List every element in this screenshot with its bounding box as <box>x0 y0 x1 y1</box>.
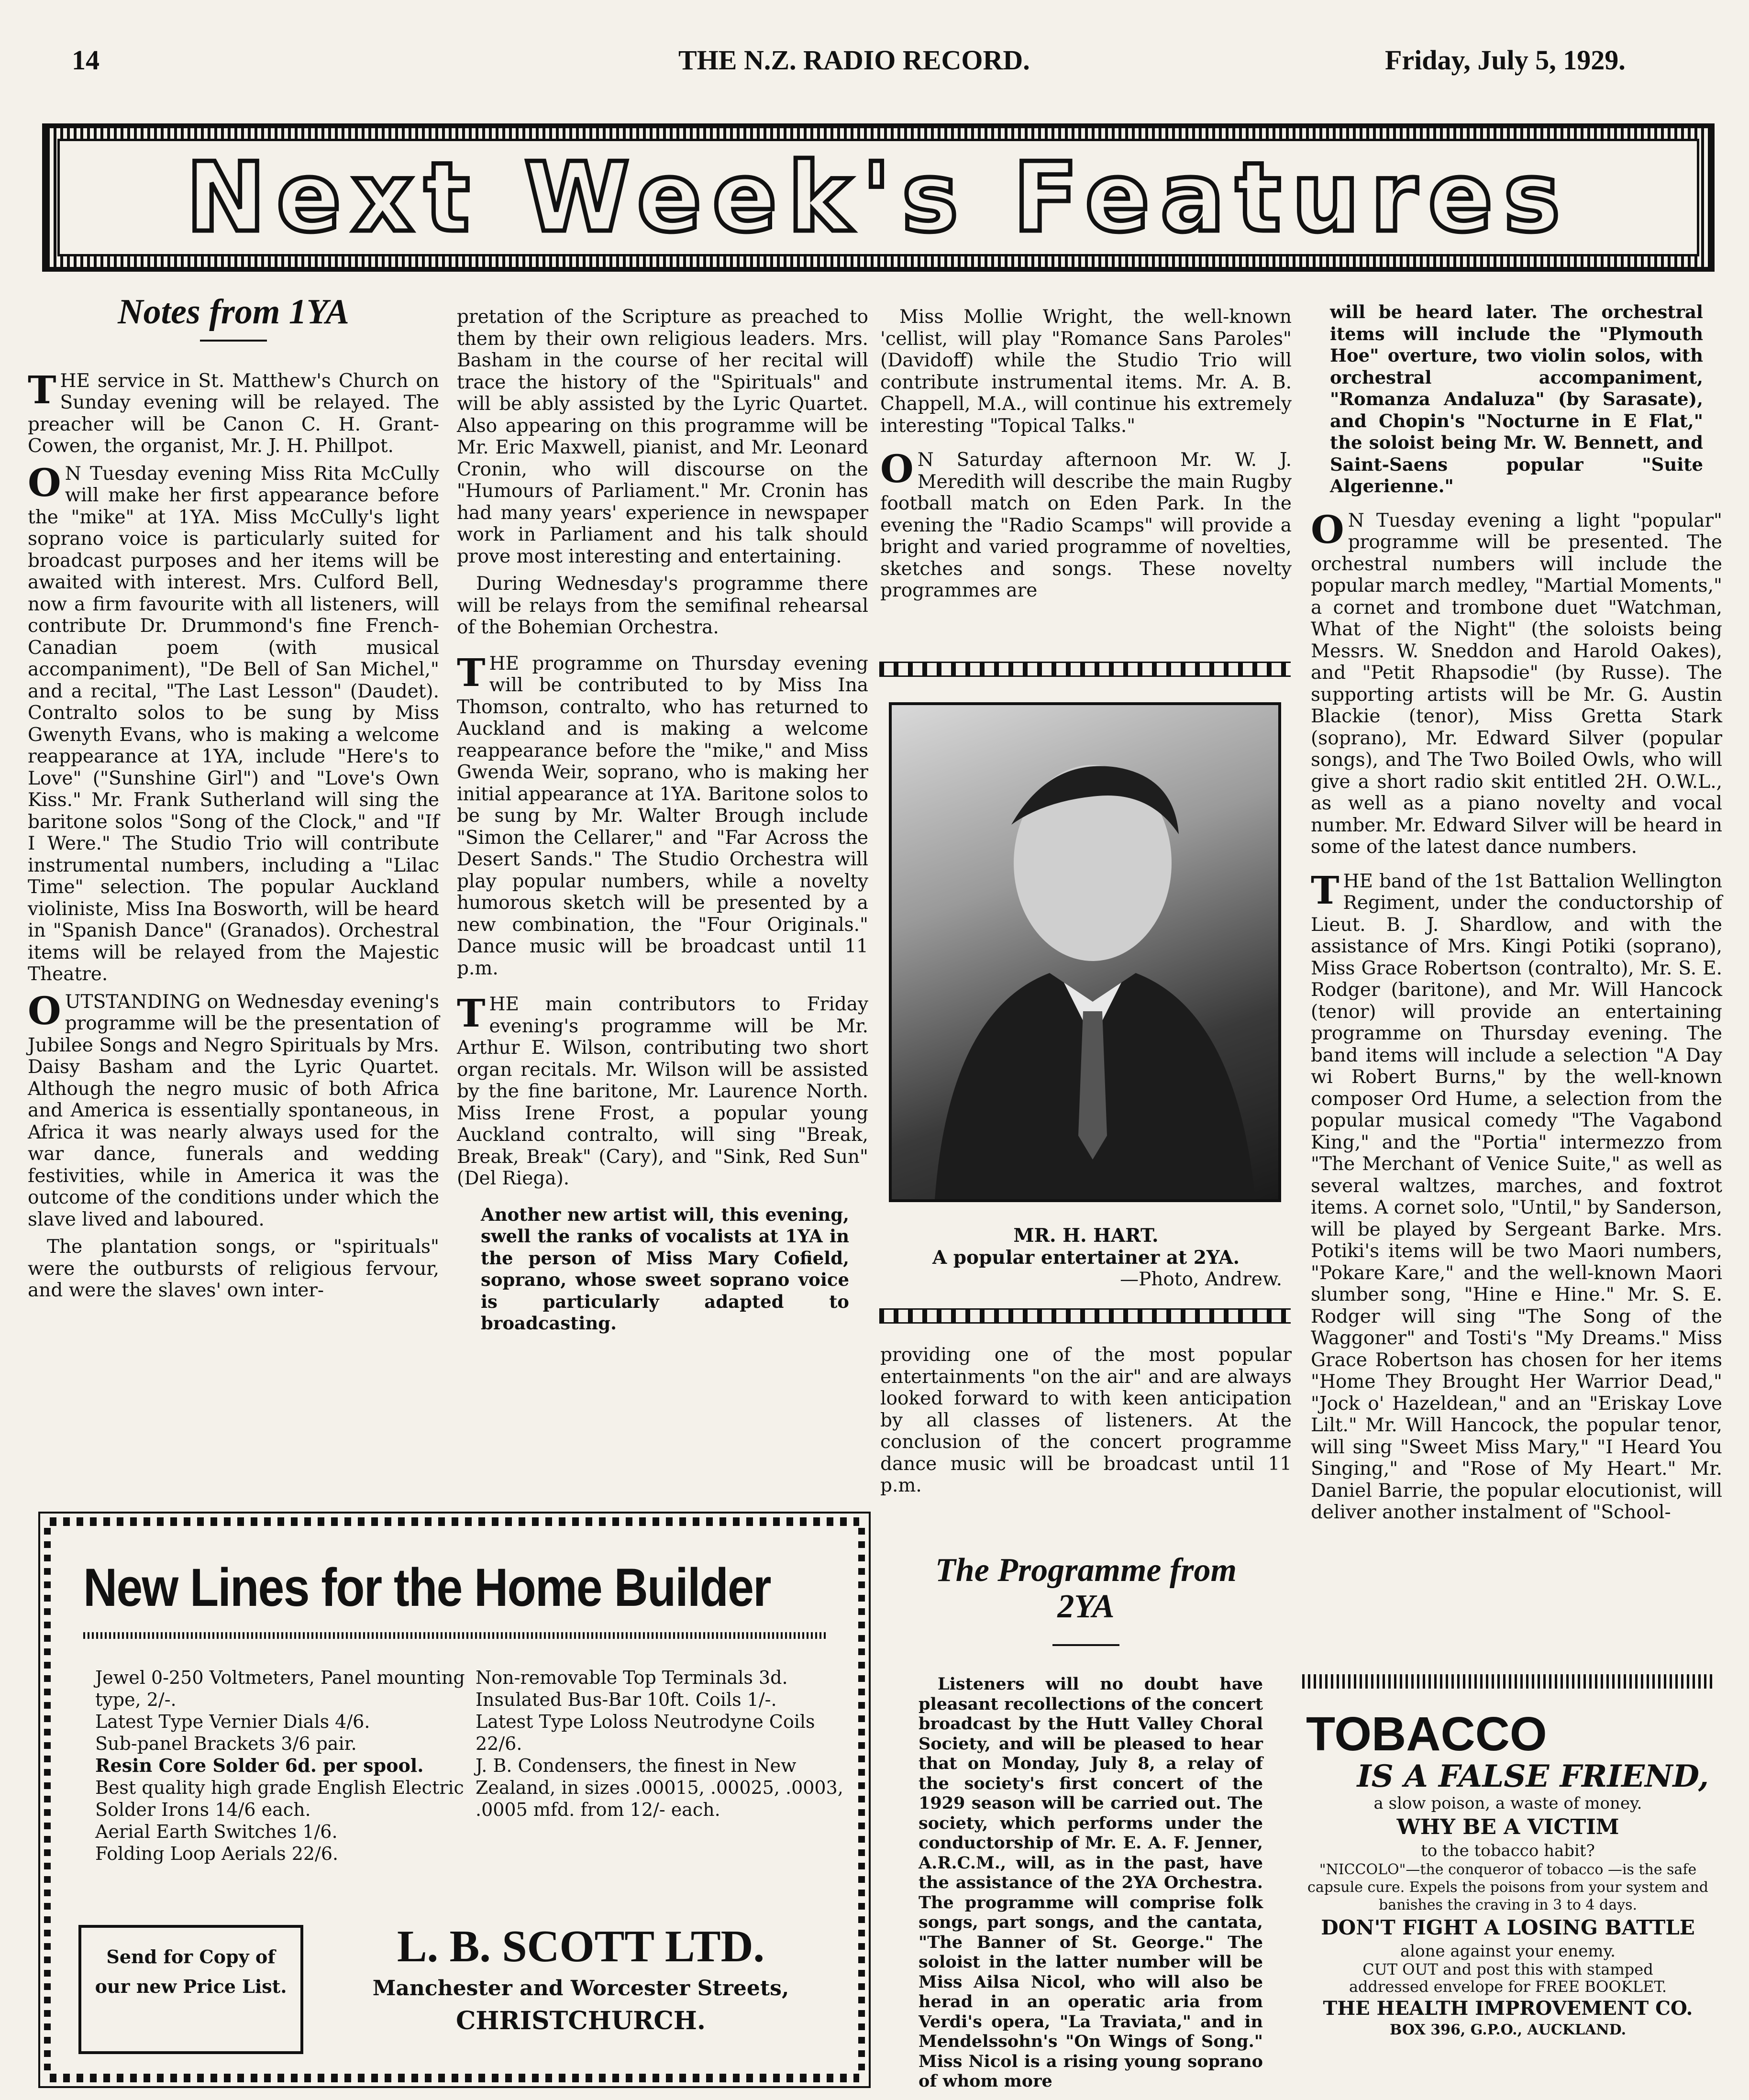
tobacco-headline: TOBACCO <box>1306 1707 1547 1761</box>
title-rule <box>200 340 267 342</box>
ad-scott-company: L. B. SCOTT LTD. <box>397 1922 765 1971</box>
photo-caption <box>880 1225 1292 1291</box>
ornament-divider <box>879 662 1291 677</box>
issue-date: Friday, July 5, 1929. <box>1385 44 1626 76</box>
column-1ya-continued <box>457 306 868 1335</box>
ad-item: J. B. Condensers, the finest in New Zealand, in sizes .00015, .00025, .0003, .0005 mfd. from 12/- each. <box>476 1755 843 1820</box>
section-title-2ya-line2: 2YA <box>1057 1588 1115 1625</box>
tobacco-line: THE HEALTH IMPROVEMENT CO. <box>1323 1997 1693 2020</box>
tobacco-line: IS A FALSE FRIEND, <box>1357 1758 1709 1794</box>
tobacco-line: WHY BE A VICTIM <box>1396 1815 1619 1839</box>
tobacco-line: a slow poison, a waste of money. <box>1373 1794 1642 1813</box>
ad-item: Jewel 0-250 Voltmeters, Panel mounting type, 2/-. <box>95 1667 465 1710</box>
title-rule <box>1052 1644 1119 1646</box>
chain-border <box>44 1528 51 2072</box>
ad-item: Insulated Bus-Bar 10ft. Coils 1/-. <box>476 1689 777 1710</box>
ad-item: Best quality high grade English Electric Solder Irons 14/6 each. <box>95 1777 464 1820</box>
column-1ya-end <box>880 306 1292 608</box>
article-paragraph: providing one of the most popular entertainments "on the air" and are always looked forward to with keen anticipation by all classes of listeners. At the conclusion of the concert programme dance music will be broadcast until 11 p.m. <box>880 1344 1292 1496</box>
tobacco-line: alone against your enemy. <box>1400 1942 1616 1961</box>
ad-scott-right-list <box>476 1667 844 1821</box>
ad-item: Aerial Earth Switches 1/6. <box>95 1821 338 1842</box>
photo-credit: —Photo, Andrew. <box>1120 1269 1282 1290</box>
features-banner <box>42 123 1715 272</box>
ad-item: Resin Core Solder 6d. per spool. <box>95 1755 424 1776</box>
article-paragraph: THE main contributors to Friday evening's programme will be Mr. Arthur E. Wilson, contributing two short organ recitals. Mr. Wilson will be assisted by the fine baritone, Mr. Laurence North. Miss Irene Frost, a popular young Auckland contralto, will sing "Break, Break, Break" (Cary), and "Sink, Red Sun" (Del Riega). <box>457 991 868 1189</box>
portrait-photo <box>889 702 1281 1202</box>
article-paragraph: THE programme on Thursday evening will be contributed to by Miss Ina Thomson, contralto, who has returned to Auckland and is making a welcome reappearance before the "mike," and Miss Gwenda Weir, soprano, who is making her initial appearance at 1YA. Baritone solos to be sung by Mr. Walter Brough include "Simon the Cellarer," and "Far Across the Desert Sands." The Studio Orchestra will play popular numbers, while a novelty humorous sketch will be presented by a new combination, the "Four Originals." Dance music will be broadcast until 11 p.m. <box>457 650 868 979</box>
publication-title: THE N.Z. RADIO RECORD. <box>678 44 1030 76</box>
photo-caption-description: A popular entertainer at 2YA. <box>932 1247 1240 1269</box>
article-paragraph: O N Saturday afternoon Mr. W. J. Meredith will describe the main Rugby football match on Eden Park. In the evening the "Radio Scamps" will provide a bright and varied programme of novelties, sketches and songs. These novelty programmes are <box>880 446 1292 601</box>
ornament-divider <box>879 1308 1291 1324</box>
article-paragraph: During Wednesday's programme there will be relays from the semifinal rehearsal of the Bohemian Orchestra. <box>457 573 868 638</box>
ad-scott <box>38 1512 871 2088</box>
article-paragraph: THE band of the 1st Battalion Wellington Regiment, under the conductorship of Lieut. B. J. Shardlow, and with the assistance of Mrs. Kingi Potiki (soprano), Miss Grace Robertson (contralto), Mr. S. E. Rodger (baritone), and Mr. Will Hancock (tenor) will provide an entertaining programme on Thursday evening. The band items will include a selection "A Day wi Robert Burns," by the well-known composer Ord Hume, a selection from the popular musical comedy "The Vagabond King," and the "Portia" intermezzo from "The Merchant of Venice Suite," as well as several waltzes, marches, and foxtrot items. A cornet solo, "Until," by Sanderson, will be played by Sergeant Barke. Mrs. Potiki's items will be two Maori numbers, "Pokare Kare," and the well-known Maori slumber song, "Hine e Hine." Mr. S. E. Rodger will sing "The Song of the Waggoner" and Tosti's "My Dreams." Miss Grace Robertson has chosen for her items "Home They Brought Her Warrior Dead," "Jock o' Hazeldean," and an "Eriskay Love Lilt." Mr. Will Hancock, the popular tenor, will sing "Sweet Miss Mary," "I Heard You Singing," and "Rose of My Heart." Mr. Daniel Barrie, the popular elocutionist, will deliver another instalment of "School- <box>1311 867 1722 1523</box>
section-title-1ya: Notes from 1YA <box>118 292 349 332</box>
article-paragraph: pretation of the Scripture as preached to them by their own religious leaders. Mrs. Basham in the course of her recital will trace the history of the "Spirituals" and will be ably assisted by the Lyric Quartet. Also appearing on this programme will be Mr. Eric Maxwell, pianist, and Mr. Leonard Cronin, who will discourse on the "Humours of Parliament." Mr. Cronin has had many years' experience in newspaper work in Parliament and his talk should prove most interesting and entertaining. <box>457 306 868 567</box>
ad-scott-company-block <box>327 1920 834 2038</box>
article-note-bold: Another new artist will, this evening, swell the ranks of vocalists at 1YA in the person of Miss Mary Cofield, soprano, whose sweet soprano voice is particularly adapted to broadcasting. <box>481 1204 849 1334</box>
banner-title: Next Week's Features <box>186 142 1571 254</box>
column-1yA-notes <box>28 292 439 1307</box>
tobacco-line: BOX 396, G.P.O., AUCKLAND. <box>1389 2022 1627 2038</box>
ad-item: Sub-panel Brackets 3/6 pair. <box>95 1733 357 1754</box>
column-2ya-notes <box>1311 301 1722 1529</box>
tobacco-top-border <box>1302 1674 1714 1689</box>
page-number: 14 <box>72 44 100 76</box>
chain-border <box>50 2074 859 2082</box>
section-title-2ya-line1: The Programme from <box>935 1552 1237 1589</box>
article-paragraph: Listeners will no doubt have pleasant recollections of the concert broadcast by the Hutt Valley Choral Society, and will be pleased to hear that on Monday, July 8, a relay of the society's first concert of the 1929 season will be carried out. The society, which performs under the conductorship of Mr. E. A. F. Jenner, A.R.C.M., will, as in the past, have the assistance of the 2YA Orchestra. The programme will comprise folk songs, part songs, and the cantata, "The Banner of St. George." The soloist in the latter number will be Miss Ailsa Nicol, who will also be herad in an operatic aria from Verdi's opera, "La Traviata," and in Mendelssohn's "On Wings of Song." Miss Nicol is a rising young soprano of whom more <box>919 1674 1263 2091</box>
ad-scott-title: New Lines for the Home Builder <box>83 1558 771 1617</box>
article-paragraph: Miss Mollie Wright, the well-known 'cellist, will play "Romance Sans Paroles" (Davidoff) while the Studio Trio will contribute instrumental items. Mr. A. B. Chappell, M.A., will continue his extremely interesting "Topical Talks." <box>880 306 1292 437</box>
title-underline <box>83 1632 826 1639</box>
article-paragraph: The plantation songs, or "spirituals" were the outbursts of religious fervour, and were the slaves' own inter- <box>28 1236 439 1301</box>
article-paragraph: THE service in St. Matthew's Church on Sunday evening will be relayed. The preacher will be Canon C. H. Grant-Cowen, the organist, Mr. J. H. Phillpot. <box>28 367 439 457</box>
ad-scott-address2: CHRISTCHURCH. <box>455 2006 706 2035</box>
tobacco-line: to the tobacco habit? <box>1421 1841 1595 1860</box>
ad-scott-send-box: Send for Copy of our new Price List. <box>78 1925 303 2054</box>
article-paragraph: OUTSTANDING on Wednesday evening's programme will be the presentation of Jubilee Songs and Negro Spirituals by Mrs. Daisy Basham and the Lyric Quartet. Although the negro music of both Africa and America is essentially spontaneous, in Africa it was nearly always used for the war dance, funerals and wedding festivities, while in America it was the outcome of the conditions under which the slave lived and laboured. <box>28 988 439 1230</box>
ad-tobacco <box>1302 1674 1714 2100</box>
tobacco-line: "NICCOLO"—the conqueror of tobacco —is the safe capsule cure. Expels the poisons from your system and banishes the craving in 3 to 4 days. <box>1307 1861 1708 1913</box>
chain-border <box>858 1528 865 2072</box>
ad-scott-left-list <box>95 1667 478 1865</box>
tobacco-line: DON'T FIGHT A LOSING BATTLE <box>1321 1916 1695 1939</box>
article-2ya-intro <box>919 1674 1263 2097</box>
article-paragraph: O N Tuesday evening a light "popular" programme will be presented. The orchestral numbers will include the popular march medley, "Martial Moments," a cornet and trombone duet "Watchman, What of the Night" (the soloists being Messrs. W. Sneddon and Harold Oakes), and "Petit Rhapsodie" (by Russe). The supporting artists will be Mr. G. Austin Blackie (tenor), Miss Gretta Stark (soprano), Mr. Edward Silver (popular songs), and The Two Boiled Owls, who will give a short radio skit entitled 2H. O.W.L., as well as a piano novelty and vocal number. Mr. Edward Silver will be heard in some of the latest dance numbers. <box>1311 507 1722 858</box>
ad-item: Folding Loop Aerials 22/6. <box>95 1843 339 1864</box>
photo-caption-name: MR. H. HART. <box>1013 1225 1159 1247</box>
chain-border <box>50 1517 859 1526</box>
article-paragraph: O N Tuesday evening Miss Rita McCully will make her first appearance before the "mike" at 1YA. Miss McCully's light soprano voice is particularly suited for broadcast purposes and her items will be awaited with interest. Mrs. Culford Bell, now a firm favourite with all listeners, will contribute Dr. Drummond's fine French-Canadian poem (with musical accompaniment), "De Bell of San Michel," and a recital, "The Last Lesson" (Daudet). Contralto solos to be sung by Miss Gwenyth Evans, who is making a welcome reappearance at 1YA, include "Here's to Love" ("Sunshine Girl") and "Love's Own Kiss." Mr. Frank Sutherland will sing the baritone solos "Song of the Clock," and "If I Were." The Studio Trio will contribute instrumental numbers, including a "Lilac Time" selection. The popular Auckland violiniste, Miss Ina Bosworth, will be heard in "Spanish Dance" (Granados). Orchestral items will be relayed from the Majestic Theatre. <box>28 460 439 985</box>
ad-item: Non-removable Top Terminals 3d. <box>476 1667 788 1688</box>
article-paragraph: will be heard later. The orchestral items will include the "Plymouth Hoe" overture, two violin solos, with orchestral accompaniment, "Romanza Andaluza" (by Sarasate), and Chopin's "Nocturne in E Flat," the soloist being Mr. W. Bennett, and Saint-Saens popular "Suite Algerienne." <box>1330 301 1703 497</box>
column-3-continued <box>880 1344 1292 1503</box>
portrait-figure-icon <box>892 705 1278 1199</box>
ad-scott-address1: Manchester and Worcester Streets, <box>372 1976 789 2001</box>
section-2ya <box>880 1552 1292 1670</box>
ad-item: Latest Type Vernier Dials 4/6. <box>95 1711 370 1732</box>
ad-item: Latest Type Loloss Neutrodyne Coils 22/6. <box>476 1711 815 1754</box>
tobacco-line: CUT OUT and post this with stamped addressed envelope for FREE BOOKLET. <box>1349 1960 1667 1996</box>
